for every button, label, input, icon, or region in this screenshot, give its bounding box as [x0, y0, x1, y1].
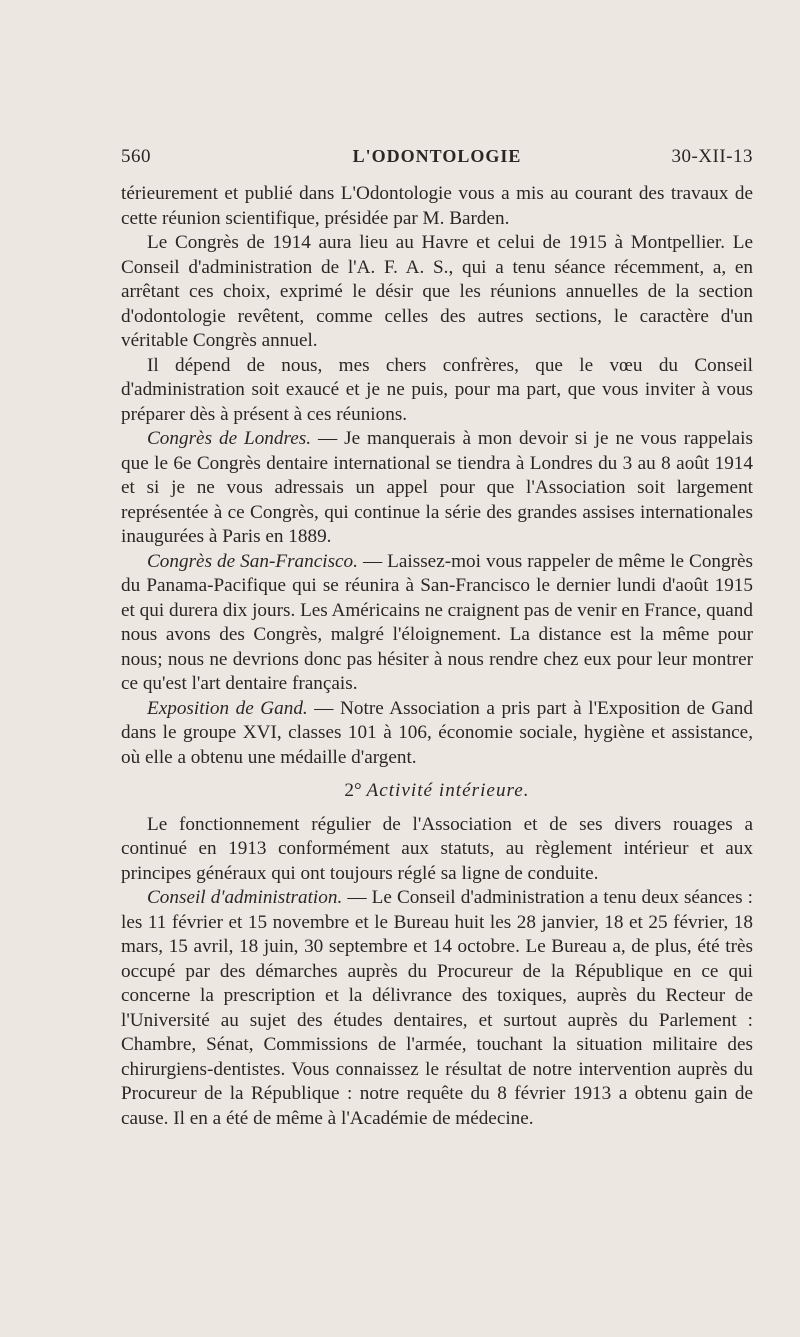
page-header [121, 146, 753, 170]
page-number: 560 [121, 146, 151, 167]
paragraph [121, 697, 753, 771]
section-heading [121, 779, 753, 804]
paragraph-text: Le Congrès de 1914 aura lieu au Havre et celui de 1915 à Montpellier. Le Conseil d'administration de l'A. F. A. S., qui a tenu séance récemment, a, en arrêtant ces choix, exprimé le désir que les réunions annuelles de la section d'odontologie revêtent, comme celles des autres sections, le caractère d'un véritable Congrès annuel. [121, 232, 753, 351]
paragraph-text: — Notre Association a pris part à l'Exposition de Gand dans le groupe XVI, classes 101 à 106, économie sociale, hygiène et assistance, où elle a obtenu une médaille d'argent. [121, 697, 753, 768]
section-title: Activité intérieure. [366, 780, 530, 801]
running-title: L'ODONTOLOGIE [352, 146, 522, 166]
paragraph [121, 813, 753, 887]
paragraph-text: Il dépend de nous, mes chers confrères, que le vœu du Conseil d'administration soit exaucé et je ne puis, pour ma part, que vous inviter à vous préparer dès à présent à ces réunions. [121, 354, 753, 425]
paragraph-lead: Conseil d'administration. [147, 887, 343, 908]
paragraph [121, 550, 753, 697]
paragraph [121, 231, 753, 354]
paragraph-lead: Congrès de San-Francisco. [147, 550, 358, 572]
paragraph-text: — Laissez-moi vous rappeler de même le Congrès du Panama-Pacifique qui se réunira à San-Francisco le dernier lundi d'août 1915 et qui durera dix jours. Les Américains ne craignent pas de venir en France, quand nous avons des Congrès, malgré l'éloignement. La distance est la même pour nous; nous ne devrions donc pas hésiter à nous rendre chez eux pour leur montrer ce qu'est l'art dentaire français. [121, 550, 753, 694]
paragraph-continuation [121, 182, 753, 231]
issue-date: 30-XII-13 [671, 146, 753, 167]
paragraph [121, 354, 753, 428]
paragraph [121, 886, 753, 1131]
paragraph-text: Le fonctionnement régulier de l'Association et de ses divers rouages a continué en 1913 conformément aux statuts, au règlement intérieur et aux principes généraux qui ont toujours réglé sa ligne de conduite. [121, 813, 753, 884]
paragraph-text: — Je manquerais à mon devoir si je ne vous rappelais que le 6e Congrès dentaire international se tiendra à Londres du 3 au 8 août 1914 et si je ne vous adressais un appel pour que l'Association soit largement représentée à ce Congrès, qui continue la série des grandes assises internationales inaugurées à Paris en 1889. [121, 428, 753, 547]
body-text [121, 182, 753, 1131]
paragraph-text: térieurement et publié dans L'Odontologie vous a mis au courant des travaux de cette réunion scientifique, présidée par M. Barden. [121, 183, 753, 229]
paragraph-lead: Exposition de Gand. [147, 697, 308, 719]
paragraph-lead: Congrès de Londres. [147, 428, 312, 449]
section-number: 2° [344, 780, 362, 801]
paragraph-text: — Le Conseil d'administration a tenu deux séances : les 11 février et 15 novembre et le Bureau huit les 28 janvier, 18 et 25 février, 18 mars, 15 avril, 18 juin, 30 septembre et 14 octobre. Le Bureau a, de plus, été très occupé par des démarches auprès du Procureur de la République en ce qui concerne la prescription et la délivrance des toxiques, auprès du Recteur de l'Université au sujet des études dentaires, et surtout auprès du Parlement : Chambre, Sénat, Commissions de l'armée, touchant la situation militaire des chirurgiens-dentistes. Vous connaissez le résultat de notre intervention auprès du Procureur de la République : notre requête du 8 février 1913 a obtenu gain de cause. Il en a été de même à l'Académie de médecine. [121, 887, 753, 1129]
paragraph [121, 427, 753, 550]
